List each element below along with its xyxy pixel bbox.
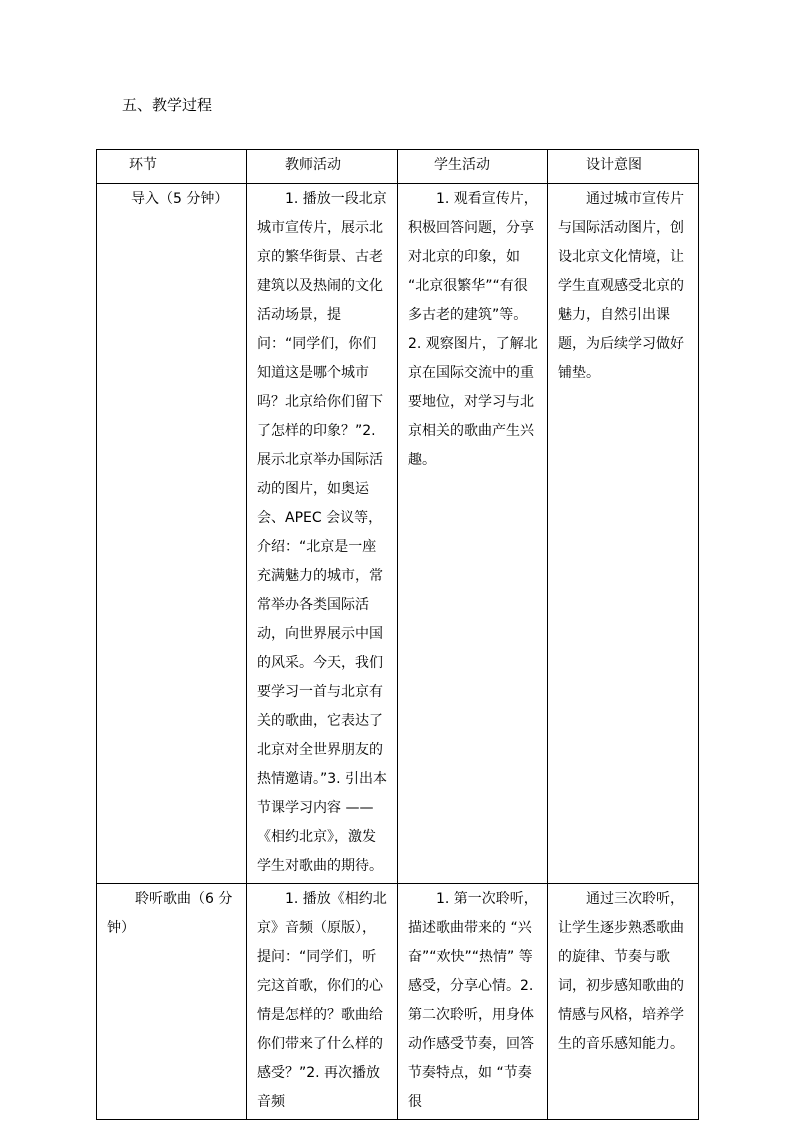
header-teacher-activity: 教师活动	[247, 150, 398, 184]
design-intent-cell: 通过三次聆听，让学生逐步熟悉歌曲的旋律、节奏与歌词，初步感知歌曲的情感与风格，培养学生的音乐感知能力。	[548, 884, 699, 1120]
stage-cell: 聆听歌曲（6 分钟）	[97, 884, 247, 1120]
table-row	[97, 184, 699, 884]
teacher-activity-cell: 1. 播放一段北京城市宣传片，展示北京的繁华街景、古老建筑以及热闹的文化活动场景，提问：“同学们，你们知道这是哪个城市吗？北京给你们留下了怎样的印象？”2. 展示北京举办国际活动的图片，如奥运会、APEC 会议等，介绍：“北京是一座充满魅力的城市，常常举办各类国际活动，向世界展示中国的风采。今天，我们要学习一首与北京有关的歌曲，它表达了北京对全世界朋友的热情邀请。”3. 引出本节课学习内容 ——《相约北京》，激发学生对歌曲的期待。	[247, 184, 398, 884]
teacher-activity-cell: 1. 播放《相约北京》音频（原版），提问：“同学们，听完这首歌，你们的心情是怎样的？歌曲给你们带来了什么样的感受？”2. 再次播放音频	[247, 884, 398, 1120]
student-activity-cell: 1. 观看宣传片，积极回答问题，分享对北京的印象，如 “北京很繁华”“有很多古老的建筑”等。2. 观察图片，了解北京在国际交流中的重要地位，对学习与北京相关的歌曲产生兴趣。	[398, 184, 548, 884]
design-intent-cell: 通过城市宣传片与国际活动图片，创设北京文化情境，让学生直观感受北京的魅力，自然引出课题，为后续学习做好铺垫。	[548, 184, 699, 884]
table-header-row	[97, 150, 699, 184]
header-stage: 环节	[97, 150, 247, 184]
student-activity-cell: 1. 第一次聆听，描述歌曲带来的 “兴奋”“欢快”“热情” 等感受，分享心情。2. 第二次聆听，用身体动作感受节奏，回答节奏特点，如 “节奏很	[398, 884, 548, 1120]
header-design-intent: 设计意图	[548, 150, 699, 184]
teaching-process-table	[96, 149, 699, 1120]
header-student-activity: 学生活动	[398, 150, 548, 184]
table-row	[97, 884, 699, 1120]
section-heading: 五、教学过程	[122, 96, 213, 114]
stage-cell: 导入（5 分钟）	[97, 184, 247, 884]
